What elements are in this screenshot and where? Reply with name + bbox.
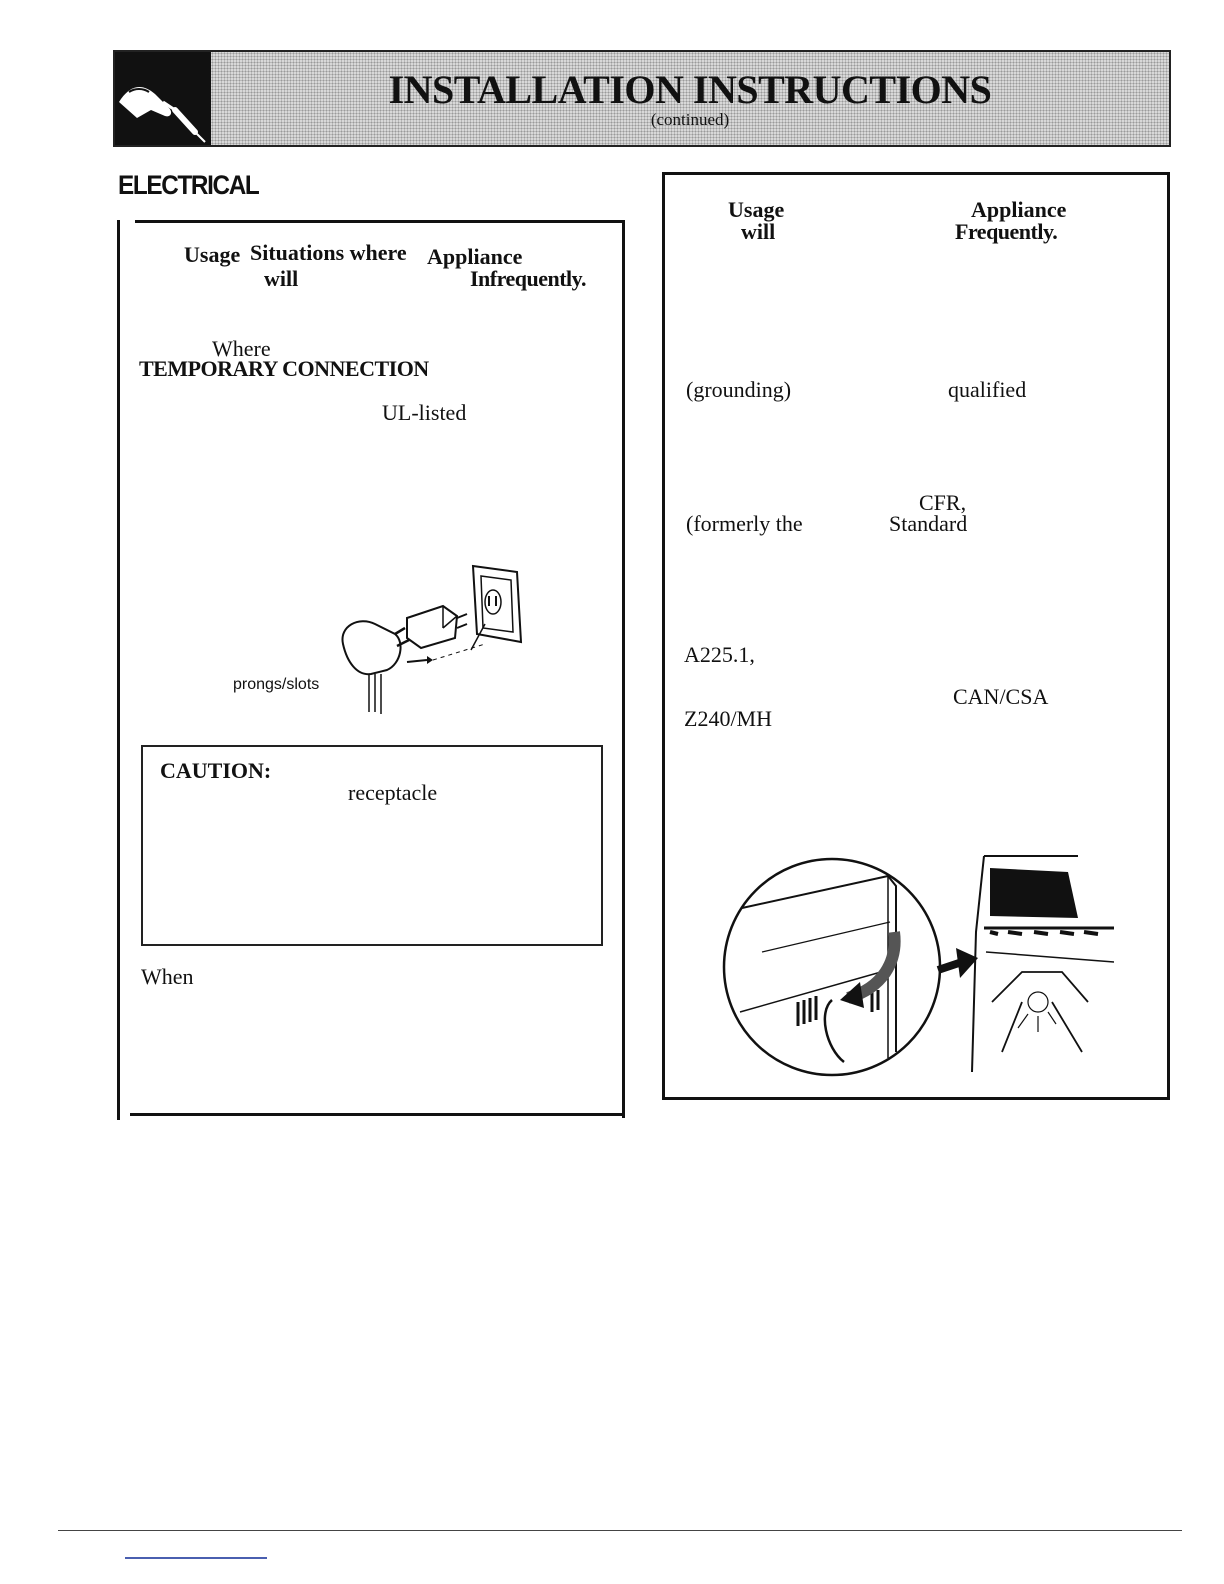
- left-heading-infrequently: Infrequently.: [470, 266, 586, 291]
- caution-label: CAUTION:: [160, 758, 272, 783]
- caution-text-receptacle: receptacle: [348, 780, 438, 805]
- right-text-qualified: qualified: [948, 377, 1027, 402]
- left-heading-will: will: [264, 266, 299, 291]
- page-subtitle: (continued): [650, 110, 730, 129]
- right-heading-appliance: Appliance: [971, 197, 1067, 222]
- right-text-formerly-the: (formerly the: [686, 511, 803, 536]
- footer-rule: [58, 1530, 1182, 1531]
- header-banner: [113, 50, 1171, 147]
- right-heading-frequently: Frequently.: [955, 219, 1058, 244]
- left-text-when: When: [141, 964, 194, 989]
- right-text-grounding: (grounding): [686, 377, 792, 402]
- right-text-can-csa: CAN/CSA: [953, 684, 1049, 709]
- left-panel-bottom-rule: [130, 1113, 625, 1116]
- section-title: ELECTRICAL: [118, 170, 259, 200]
- right-heading-will: will: [741, 219, 776, 244]
- figure-label-prongs-slots: prongs/slots: [233, 676, 320, 693]
- right-text-z240: Z240/MH: [684, 706, 772, 731]
- right-text-a225: A225.1,: [684, 642, 755, 667]
- plug-adapter-outlet-illustration: [335, 562, 535, 717]
- footer-link-underline[interactable]: [125, 1557, 267, 1559]
- left-panel-top-rule: [135, 220, 623, 223]
- left-panel-border: [117, 220, 120, 1120]
- right-text-cfr: CFR,: [919, 490, 967, 515]
- left-text-temporary-connection: TEMPORARY CONNECTION: [139, 356, 429, 381]
- range-cord-detail-illustration: [722, 852, 1114, 1078]
- left-text-where: Where: [212, 336, 271, 361]
- hand-screwdriver-icon: [115, 52, 211, 145]
- right-text-standard: Standard: [889, 511, 968, 536]
- right-heading-usage: Usage: [728, 197, 785, 222]
- left-heading-situations: Situations where: [250, 240, 407, 265]
- page-title: INSTALLATION INSTRUCTIONS: [388, 67, 992, 112]
- left-panel-right-rule: [622, 220, 625, 1118]
- left-text-ul-listed: UL-listed: [382, 400, 467, 425]
- left-heading-appliance: Appliance: [427, 244, 523, 269]
- left-heading-usage: Usage: [184, 242, 241, 267]
